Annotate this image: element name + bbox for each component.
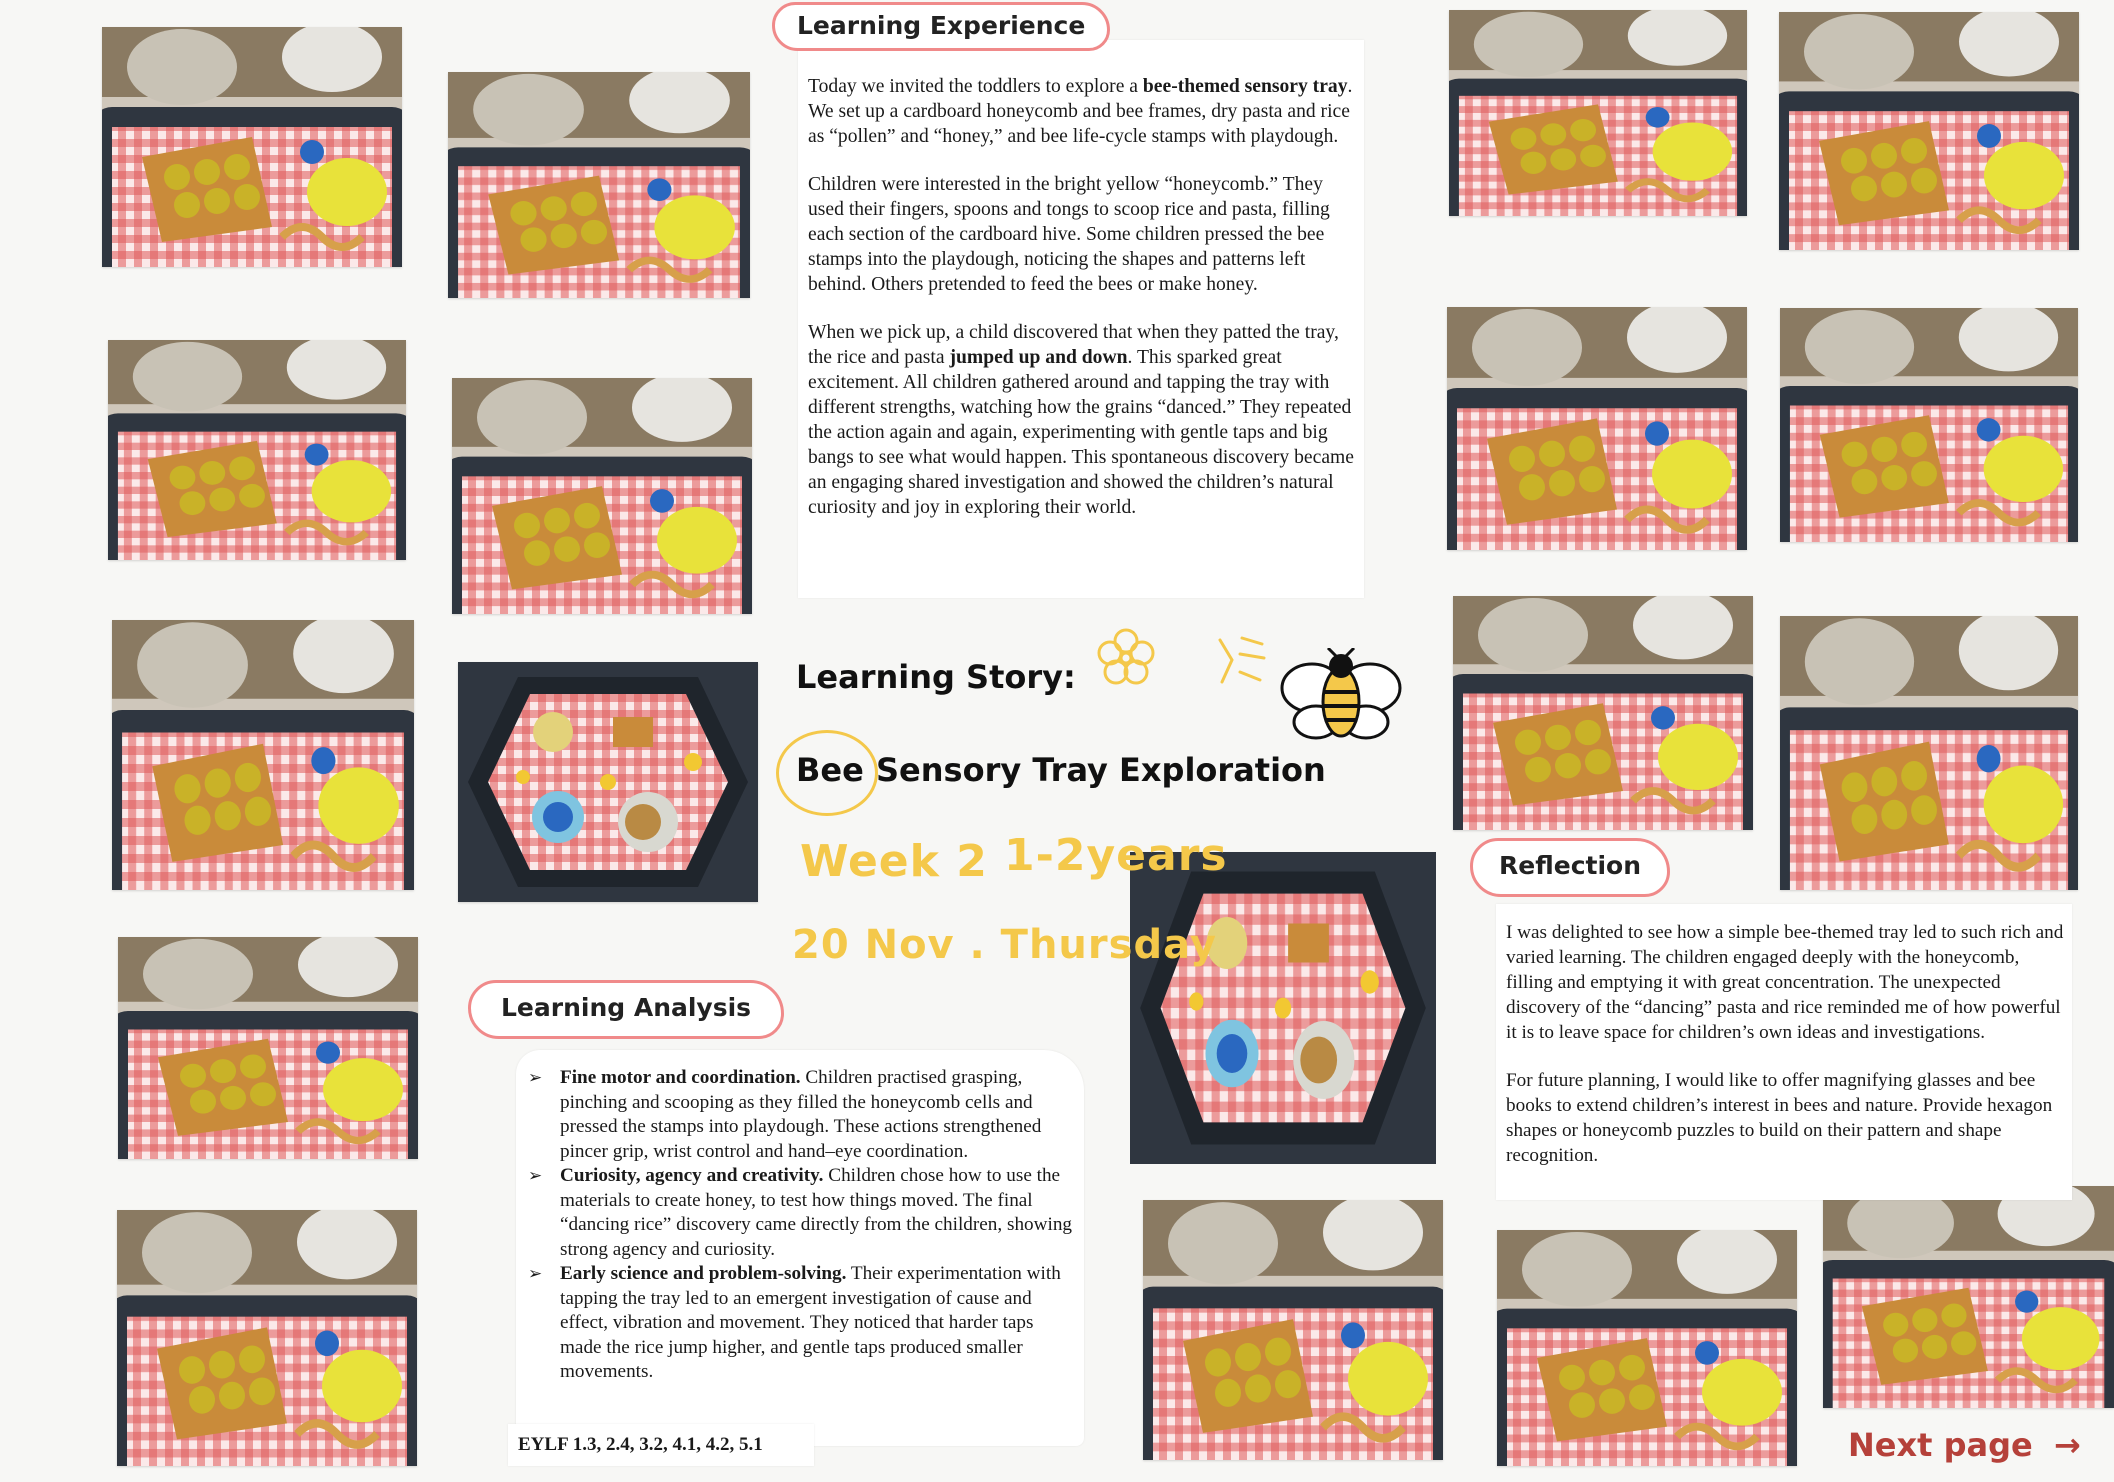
photo-honeycomb-tray-1 — [102, 27, 402, 267]
arrow-right-icon: → — [2053, 1426, 2081, 1464]
analysis-item-3: ➢ Early science and problem-solving. Their experimentation with tapping the tray led to an emergent investigation of cause and effect, vibration and movement. They noticed that harder taps made the rice jump higher, and gentle taps produced smaller movements. — [528, 1263, 1061, 1382]
photo-plate-pasta — [452, 378, 752, 614]
photo-right-6 — [1780, 616, 2078, 890]
analysis-item-2: ➢ Curiosity, agency and creativity. Children chose how to use the materials to create honey, to test how things moved. The final “dancing rice” discovery came directly from the children, showing strong agency and curiosity. — [528, 1165, 1073, 1260]
photo-bottom-3 — [1823, 1186, 2114, 1408]
photo-honeycomb-tray-3 — [112, 620, 414, 890]
reflection-p1: I was delighted to see how a simple bee-themed tray led to such rich and varied learning. The children engaged deeply with the honeycomb, filling and emptying it with great concentration. The unexpected discovery of the “dancing” pasta and rice reminded me of how powerful it is to leave space for children’s own ideas and investigations. — [1506, 922, 2064, 1043]
photo-right-1 — [1449, 10, 1747, 216]
photo-overhead-playdough — [458, 662, 758, 902]
photo-right-2 — [1779, 12, 2079, 250]
photo-tongs-plate-2 — [117, 1210, 417, 1466]
next-page-label: Next page — [1848, 1426, 2033, 1464]
learning-experience-p1: Today we invited the toddlers to explore a bee-themed sensory tray. We set up a cardboard honeycomb and bee frames, dry pasta and rice as “pollen” and “honey,” and bee life-cycle stamps with playdough. — [808, 76, 1353, 147]
arrow-bullet-icon: ➢ — [528, 1264, 543, 1284]
learning-experience-title: Learning Experience — [772, 2, 1110, 51]
next-page-link[interactable] — [1848, 1426, 2081, 1464]
learning-analysis-list — [522, 1066, 1078, 1385]
reflection-text — [1506, 920, 2066, 1191]
story-week: Week 2 — [800, 836, 988, 887]
story-title-rest: Sensory Tray Exploration — [876, 751, 1326, 789]
story-title-bee: Bee — [796, 751, 864, 789]
photo-right-4 — [1780, 308, 2078, 542]
analysis-item-1: ➢ Fine motor and coordination. Children practised grasping, pinching and scooping as they filled the honeycomb cells and pressed the stamps into playdough. These actions strengthened pincer grip, wrist control and hand–eye coordination. — [528, 1067, 1042, 1162]
story-date: 20 Nov . Thursday — [792, 922, 1217, 968]
photo-right-5 — [1453, 596, 1753, 830]
bee-icon — [1278, 648, 1404, 748]
photo-honeycomb-tray-2 — [108, 340, 406, 560]
photo-right-3 — [1447, 307, 1747, 550]
photo-bottom-2 — [1497, 1230, 1797, 1466]
photo-scooping-rice — [448, 72, 750, 298]
arrow-bullet-icon: ➢ — [528, 1166, 543, 1186]
learning-experience-text — [808, 74, 1360, 543]
learning-experience-p2: Children were interested in the bright yellow “honeycomb.” They used their fingers, spoons and tongs to scoop rice and pasta, filling each section of the cardboard hive. Some children pressed the bee stamps into the playdough, noticing the shapes and patterns left behind. Others pretended to feed the bees or make honey. — [808, 174, 1330, 295]
story-ages: 1-2years — [1004, 830, 1228, 881]
reflection-p2: For future planning, I would like to offer magnifying glasses and bee books to extend children’s interest in bees and nature. Provide hexagon shapes or honeycomb puzzles to build on their pattern and shape recognition. — [1506, 1070, 2053, 1166]
sparkle-icon — [1212, 630, 1270, 690]
reflection-title: Reflection — [1470, 838, 1670, 897]
learning-experience-p3: When we pick up, a child discovered that when they patted the tray, the rice and pasta jumped up and down. This sparked great excitement. All children gathered around and tapping the tray with different strengths, watching how the grains “danced.” They repeated the action again and again, experimenting with gentle taps and big bangs to see what would happen. This spontaneous discovery became an engaging shared investigation and showed the children’s natural curiosity and joy in exploring their world. — [808, 322, 1354, 518]
photo-hexagon-tray — [1130, 852, 1436, 1164]
eylf-outcomes: EYLF 1.3, 2.4, 3.2, 4.1, 4.2, 5.1 — [518, 1434, 763, 1455]
photo-bottom-1 — [1143, 1200, 1443, 1460]
arrow-bullet-icon: ➢ — [528, 1068, 543, 1088]
photo-tongs-plate-1 — [118, 937, 418, 1159]
learning-story-heading: Learning Story: — [796, 658, 1076, 696]
learning-analysis-title: Learning Analysis — [468, 980, 784, 1039]
flower-icon — [1094, 625, 1158, 689]
